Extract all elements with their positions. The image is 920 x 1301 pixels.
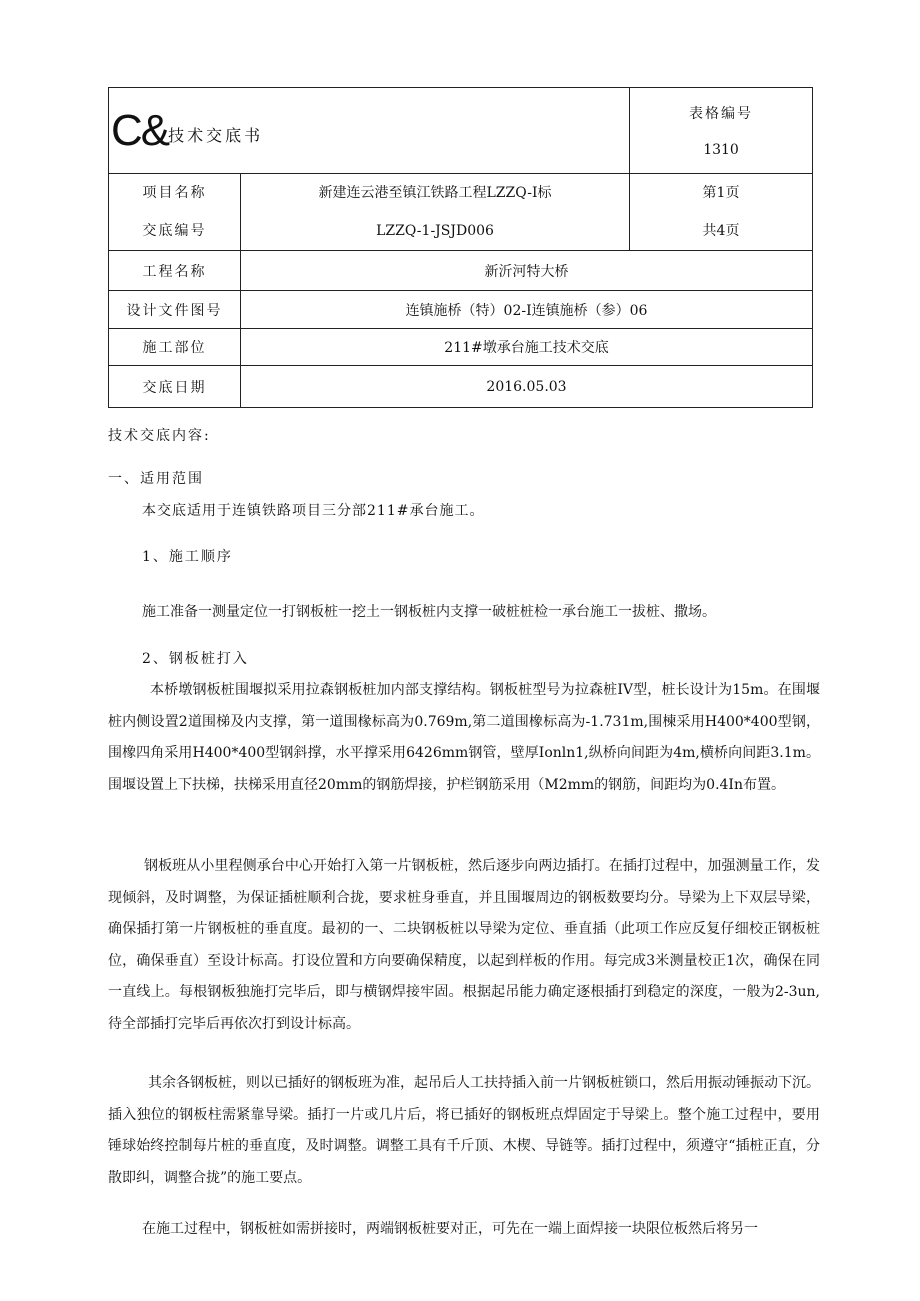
sequence-text: 施工准备一测量定位一打钢板桩一挖土一钢板桩内支撑一破桩桩检一承台施工一拔桩、撒场。 — [142, 604, 716, 620]
site: 211#墩承台施工技术交底 — [241, 329, 813, 366]
date-label: 交底日期 — [109, 366, 241, 408]
paragraph-4: 在施工过程中，钢板桩如需拼接时，两端钢板桩要对正，可先在一端上面焊接一块限位板然后将另一 — [142, 1221, 758, 1237]
project-name-label: 项目名称 — [142, 185, 207, 201]
work-name-label: 工程名称 — [109, 251, 241, 291]
design-doc: 连镇施桥（特）02-I连镇施桥（参）06 — [241, 291, 813, 329]
content-heading: 技术交底内容: — [108, 428, 211, 444]
design-doc-label: 设计文件图号 — [109, 291, 241, 329]
section-scope: 一、适用范围 — [108, 471, 204, 487]
paragraph-2: 钢板班从小里程侧承台中心开始打入第一片钢板桩，然后逐步向两边插打。在插打过程中，加强测量工作，发现倾斜，及时调整，为保证插桩顺利合拢，要求桩身垂直，并且围堰周边的钢板数要均分。导梁为上下双层导梁，确保插打第一片钢板桩的垂直度。最初的一、二块钢板桩以导梁为定位、垂直插（此项工作应反复仔细校正钢板桩位，确保垂直）至设计标高。打设位置和方向要确保精度，以起到样板的作用。每完成3米测量校正1次，确保在同一直线上。每根钢板独施打完毕后，即与横钢焊接牢固。根据起吊能力确定逐根插打到稳定的深度，一般为2-3un,待全部插打完毕后再依次打到设计标高。 — [108, 858, 820, 1032]
sub-sheet-pile: 2、钢板桩打入 — [142, 651, 249, 667]
logo-mark: C& — [111, 105, 169, 155]
paragraph-3: 其余各钢板桩，则以已插好的钢板班为准，起吊后人工扶持插入前一片钢板桩锁口，然后用振动锤振动下沉。插入独位的钢板柱需紧靠导梁。插打一片或几片后，将已插好的钢板班点焊固定于导梁上。整个施工过程中，要用锤球始终控制每片桩的垂直度，及时调整。调整工具有千斤顶、木楔、导链等。插打过程中，须遵守“插桩正直，分散即纠，调整合拢”的施工要点。 — [108, 1075, 820, 1186]
page-label: 第1页 — [702, 185, 740, 201]
site-label: 施工部位 — [109, 329, 241, 366]
total-pages: 共4页 — [702, 223, 740, 239]
work-name: 新沂河特大桥 — [241, 251, 813, 291]
handover-no-label: 交底编号 — [142, 223, 207, 239]
doc-title: 技术交底书 — [168, 125, 264, 145]
title-cell — [109, 88, 630, 174]
scope-text: 本交底适用于连镇铁路项目三分部211#承台施工。 — [142, 503, 485, 519]
handover-no: LZZQ-1-JSJD006 — [376, 223, 494, 239]
label-cell — [109, 174, 241, 251]
form-no: 1310 — [703, 141, 739, 158]
project-name: 新建连云港至镇江铁路工程LZZQ-I标 — [318, 185, 552, 201]
date: 2016.05.03 — [241, 366, 813, 408]
form-no-label: 表格编号 — [689, 105, 754, 122]
page-cell — [630, 174, 813, 251]
header-table — [108, 87, 813, 408]
form-no-cell — [630, 88, 813, 174]
paragraph-1: 本桥墩钢板桩围堰拟采用拉森钢板桩加内部支撑结构。钢板桩型号为拉森桩IV型，桩长设计为15m。在围堰桩内侧设置2道围梯及内支撑，第一道围椽标高为0.769m,第二道围橡标高为-1.731m,围楝采用H400*400型钢，围橡四角采用H400*400型钢斜撑，水平撑采用6426mm钢管，壁厚Ionln1,纵桥向间距为4m,横桥向间距3.1m。围堰设置上下扶梯，扶梯采用直径20mm的钢筋焊接，护栏钢筋采用（M2mm的钢筋，间距均为0.4In布置。 — [108, 682, 820, 793]
value-cell — [241, 174, 630, 251]
sub-sequence: 1、施工顺序 — [142, 549, 233, 565]
